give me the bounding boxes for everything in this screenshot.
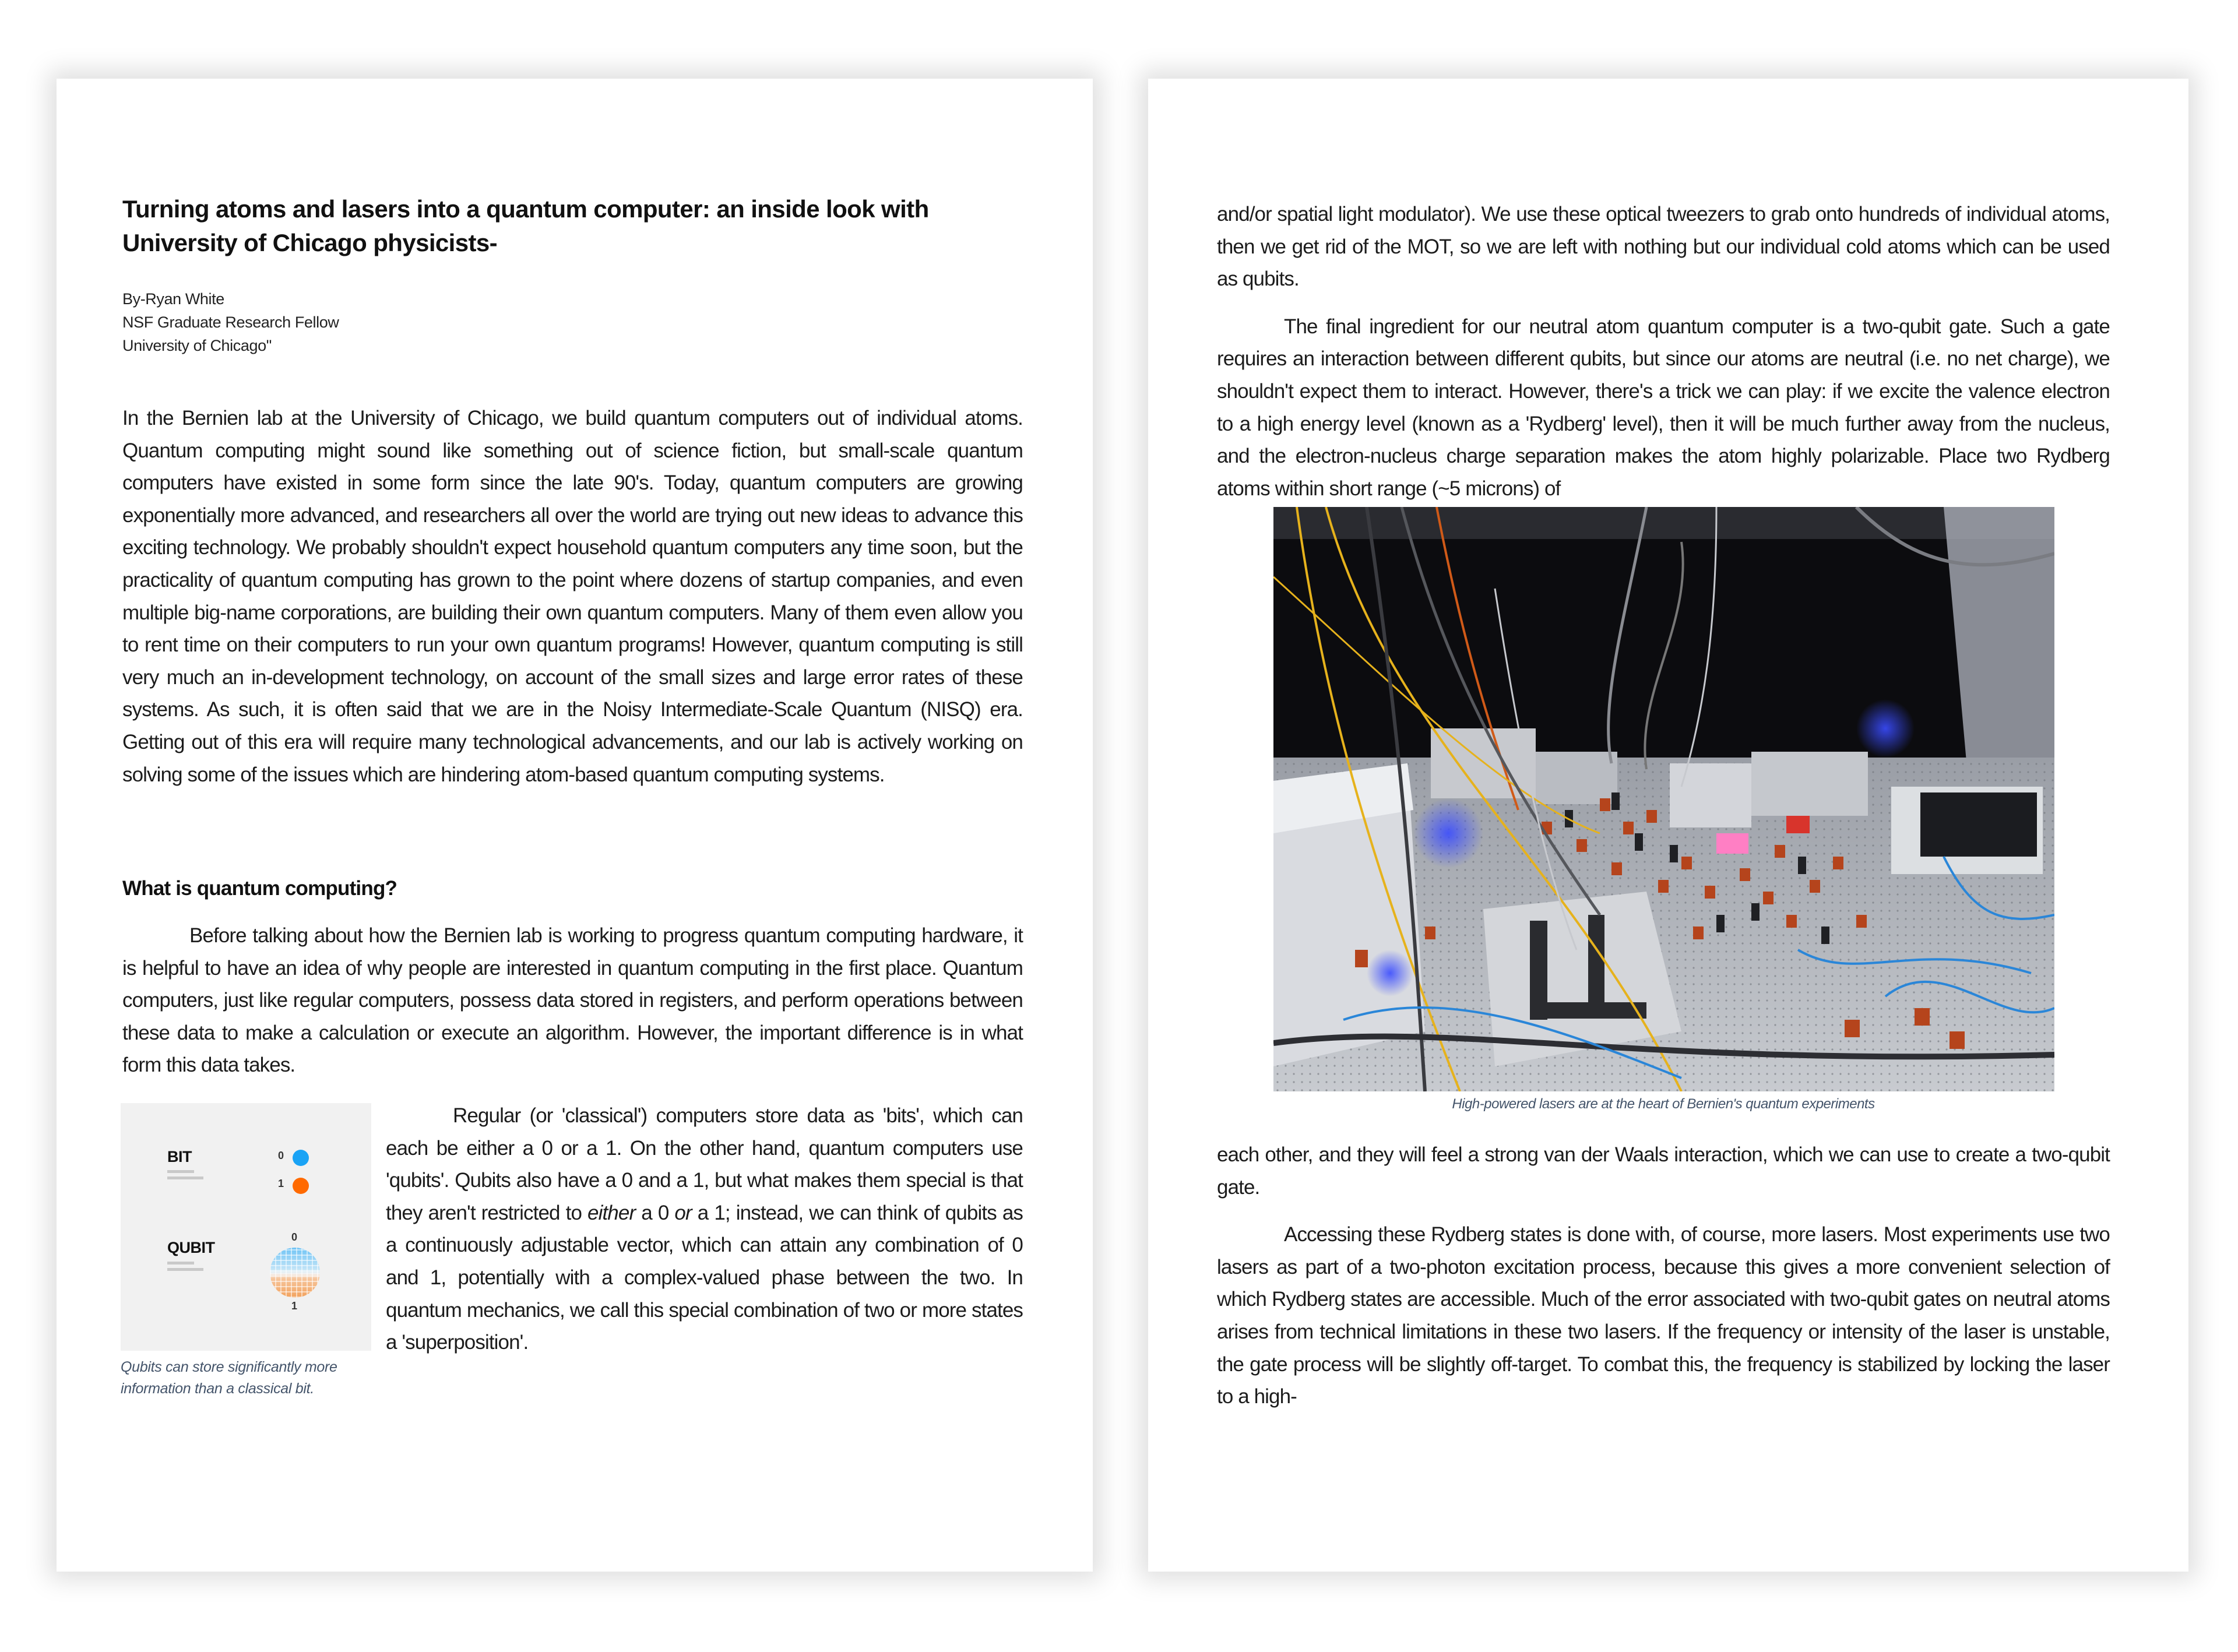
byline-role: NSF Graduate Research Fellow (122, 314, 339, 331)
document-page-left (57, 79, 1093, 1572)
byline-author: By-Ryan White (122, 290, 224, 308)
lab-photo-illustration (1273, 507, 2054, 1091)
article-title: Turning atoms and lasers into a quantum computer: an inside look with University of Chicago physicists- (122, 195, 929, 256)
bloch-sphere-icon (270, 1248, 320, 1298)
right-bottom-section (1217, 1139, 2110, 1413)
paragraph-regular-computers (386, 1100, 1023, 1359)
emphasis-or: or (674, 1201, 692, 1224)
qubit-sublabel-line (167, 1268, 203, 1271)
bit-label: BIT (167, 1148, 192, 1165)
qubit-one-label: 1 (291, 1300, 298, 1312)
qubit-sublabel-line (167, 1262, 194, 1264)
figure-caption-qubits: Qubits can store significantly more information than a classical bit. (121, 1359, 337, 1397)
section-what-is-qc (122, 872, 1023, 1082)
bit-zero-label: 0 (278, 1150, 284, 1161)
bit-one-dot-icon (293, 1178, 309, 1194)
text-run: Regular (or 'classical') computers store data as 'bits', which can each be either a 0 or a 1. On the other hand, quantum computers use 'qubits'. Qubits also have a 0 and a 1, but what makes them special is that they aren't restricted to (386, 1104, 1023, 1224)
paragraph-before-talking: Before talking about how the Bernien lab is working to progress quantum computing hardware, it is helpful to have an idea of why people are interested in quantum computing in the first place. Quantum computers, just like regular computers, possess data stored in registers, and perform operations between these data to make a calculation or execute an algorithm. However, the important difference is in what form this data takes. (122, 924, 1023, 1077)
lab-photo-laser-table (1273, 507, 2054, 1091)
paragraph-rydberg-lasers: Accessing these Rydberg states is done with, of course, more lasers. Most experiments use two lasers as part of a two-photon excitation process, because this gives a more convenient selection of which Rydberg states are accessible. Much of the error associated with two-qubit gates on neutral atoms arises from technical limitations in these two lasers. If the frequency or intensity of the laser is unstable, the gate process will be slightly off-target. To combat this, the frequency is stabilized by locking the laser to a high- (1217, 1223, 2110, 1408)
paragraph-van-der-waals: each other, and they will feel a strong van der Waals interaction, which we can use to create a two-qubit gate. (1217, 1143, 2110, 1199)
bit-vs-qubit-figure (121, 1103, 371, 1351)
text-run: a 0 (635, 1201, 675, 1224)
bit-zero-dot-icon (293, 1150, 309, 1166)
photo-caption: High-powered lasers are at the heart of Bernien's quantum experiments (1452, 1096, 1875, 1112)
byline-affiliation: University of Chicago" (122, 337, 272, 354)
wrapped-paragraph-column (386, 1100, 1023, 1359)
qubit-zero-label: 0 (291, 1231, 298, 1243)
bit-sublabel-line (167, 1170, 194, 1173)
bit-one-label: 1 (278, 1178, 284, 1189)
intro-paragraph: In the Bernien lab at the University of Chicago, we build quantum computers out of individual atoms. Quantum computing might sound like something out of science fiction, but small-scale quantum computers have existed in some form since the late 90's. Today, quantum computers are growing exponentially more advanced, and researchers all over the world are trying out new ideas to advance this exciting technology. We probably shouldn't expect household quantum computers any time soon, but the practicality of quantum computing has grown to the point where dozens of startup companies, and even multiple big-name corporations, are building their own quantum computers. Many of them even allow you to rent time on their computers to run your own quantum programs! However, quantum computing is still very much an in-development technology, on account of the small sizes and large error rates of these systems. As such, it is often said that we are in the Noisy Intermediate-Scale Quantum (NISQ) era. Getting out of this era will require many technological advancements, and our lab is actively working on solving some of the issues which are hindering atom-based quantum computing systems. (122, 407, 1023, 786)
section-heading: What is quantum computing? (122, 877, 397, 900)
byline (122, 287, 339, 357)
text-run: a 1; instead, we can think of qubits as a continuously adjustable vector, which can attain any combination of 0 and 1, potentially with a complex-valued phase between the two. In quantum mechanics, we call this special combination of two or more states a 'superposition'. (386, 1201, 1023, 1354)
intro-section (122, 402, 1023, 791)
right-top-section (1217, 198, 2110, 505)
bit-sublabel-line (167, 1177, 203, 1179)
document-page-right (1148, 79, 2188, 1572)
emphasis-either: either (587, 1201, 636, 1224)
qubit-label: QUBIT (167, 1239, 215, 1256)
paragraph-optical-tweezers: and/or spatial light modulator). We use these optical tweezers to grab onto hundreds of individual atoms, then we get rid of the MOT, so we are left with nothing but our individual cold atoms which can be used as qubits. (1217, 203, 2110, 291)
paragraph-two-qubit-gate: The final ingredient for our neutral atom quantum computer is a two-qubit gate. Such a gate requires an interaction between different qubits, but since our atoms are neutral (i.e. no net charge), we shouldn't expect them to interact. However, there's a trick we can play: if we excite the valence electron to a high energy level (known as a 'Rydberg' level), then it will be much further away from the nucleus, and the electron-nucleus charge separation makes the atom highly polarizable. Place two Rydberg atoms within short range (~5 microns) of (1217, 315, 2110, 500)
